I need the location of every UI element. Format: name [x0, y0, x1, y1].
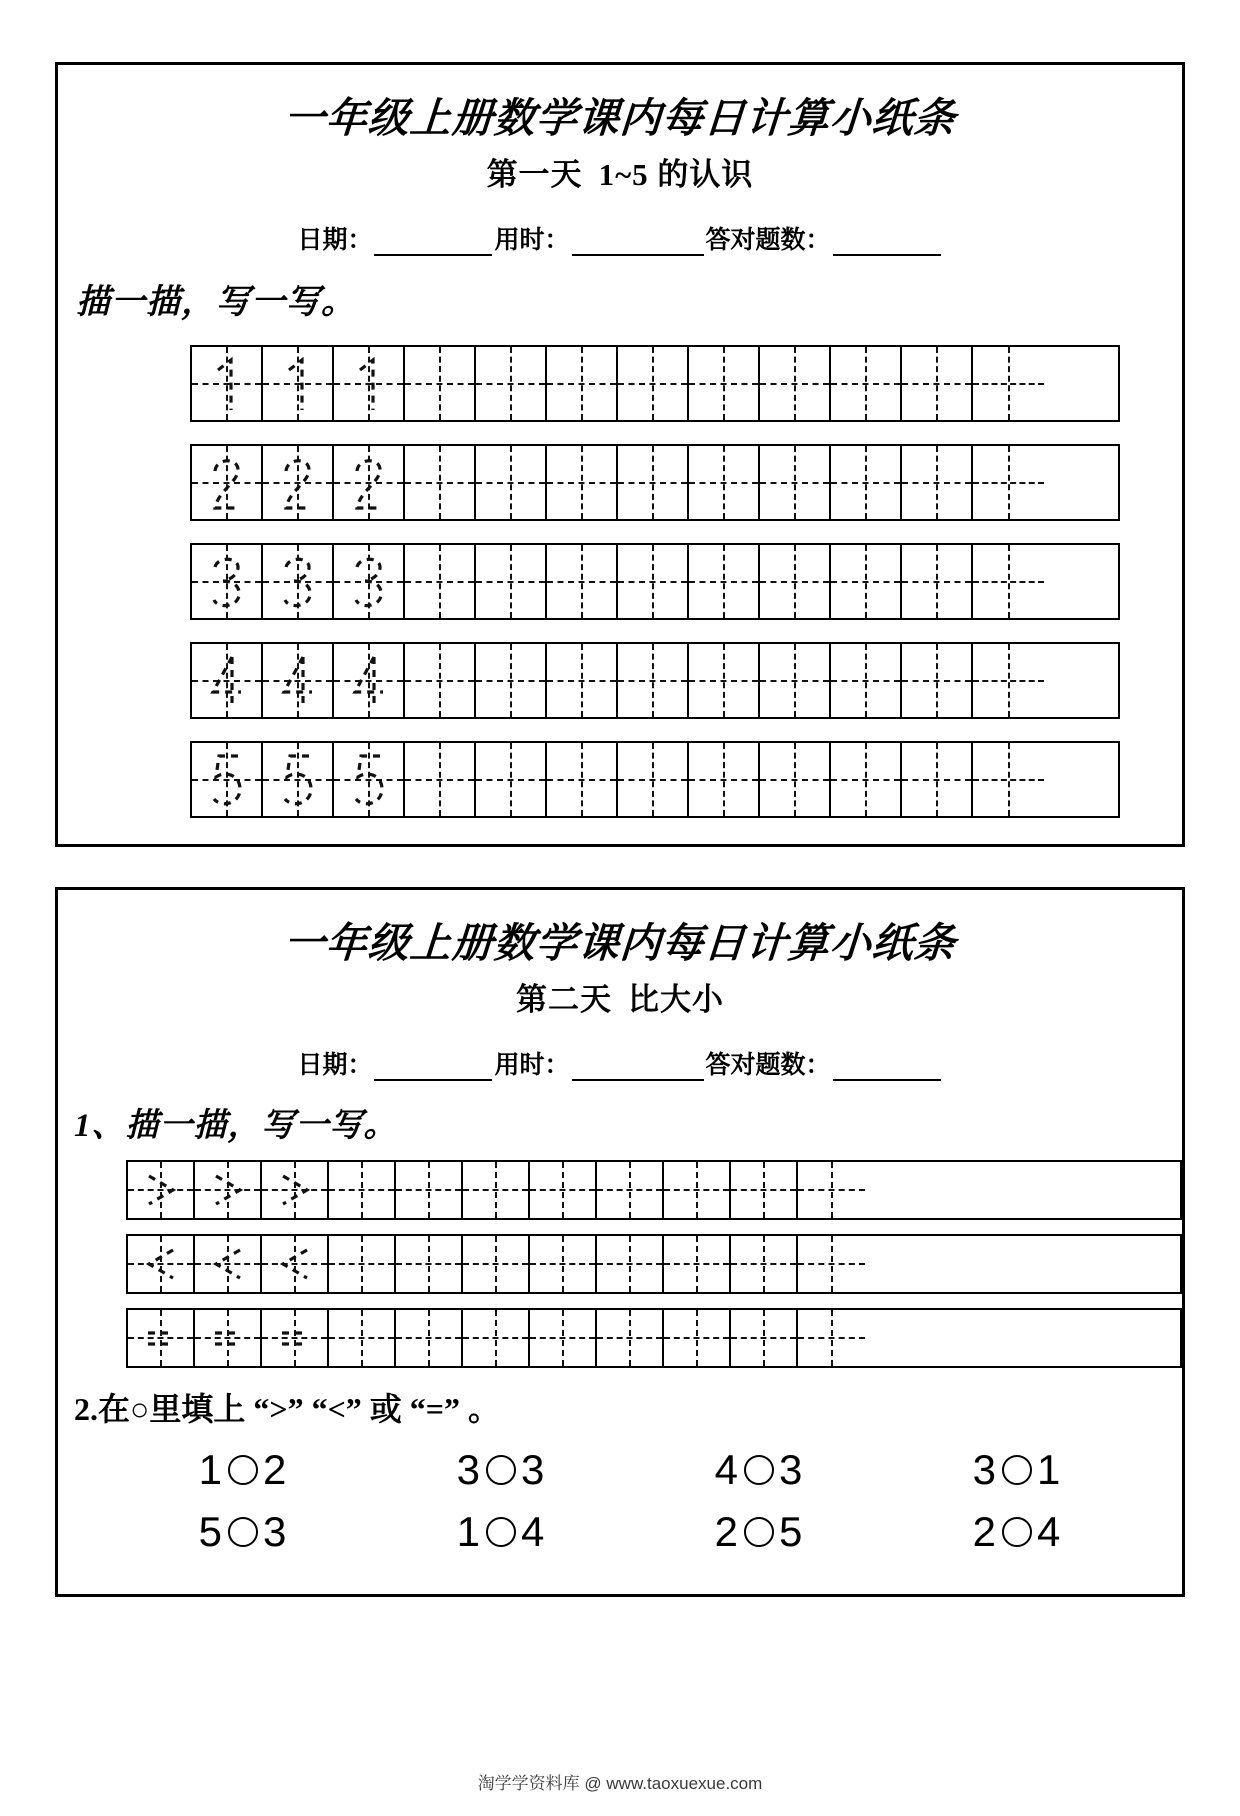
tracing-cell[interactable]	[334, 644, 405, 717]
answer-circle[interactable]	[744, 1455, 774, 1485]
comparison-problem	[684, 1446, 834, 1494]
tracing-cell[interactable]	[263, 446, 334, 519]
tracing-cell[interactable]	[760, 743, 831, 816]
score-label-one: 答对题数：	[705, 227, 831, 255]
tracing-cell[interactable]	[902, 545, 973, 618]
tracing-cell[interactable]	[547, 545, 618, 618]
traced-glyph-gt-icon	[128, 1162, 193, 1218]
comparison-problem	[942, 1446, 1092, 1494]
tracing-cell[interactable]	[689, 446, 760, 519]
meta-row-day-two	[58, 1045, 1182, 1081]
tracing-cell[interactable]	[902, 446, 973, 519]
traced-glyph-lt-icon	[128, 1236, 193, 1292]
tracing-grid-row[interactable]	[190, 444, 1120, 521]
tracing-cell[interactable]	[618, 347, 689, 420]
tracing-grid-row[interactable]	[126, 1160, 1182, 1220]
tracing-cell[interactable]	[262, 1310, 329, 1366]
answer-circle[interactable]	[1002, 1517, 1032, 1547]
tracing-cell[interactable]	[262, 1162, 329, 1218]
tracing-grid-group-one	[58, 345, 1182, 818]
tracing-cell[interactable]	[731, 1236, 798, 1292]
tracing-cell[interactable]	[618, 446, 689, 519]
operand-left: 2	[714, 1508, 739, 1556]
traced-glyph-2-icon	[334, 446, 403, 519]
day-label-two: 第二天	[516, 982, 612, 1018]
time-blank-two[interactable]	[572, 1061, 704, 1081]
operand-right: 4	[521, 1508, 546, 1556]
traced-glyph-3-icon	[263, 545, 332, 618]
tracing-cell[interactable]	[195, 1236, 262, 1292]
traced-glyph-1-icon	[334, 347, 403, 420]
time-label-two: 用时：	[494, 1052, 570, 1080]
worksheet-day-two	[55, 887, 1185, 1597]
tracing-cell[interactable]	[547, 644, 618, 717]
traced-glyph-lt-icon	[262, 1236, 327, 1292]
tracing-cell[interactable]	[664, 1310, 731, 1366]
problem-row	[114, 1446, 1146, 1494]
tracing-cell[interactable]	[128, 1310, 195, 1366]
operand-left: 1	[198, 1446, 223, 1494]
tracing-cell[interactable]	[530, 1236, 597, 1292]
comparison-problem	[426, 1508, 576, 1556]
tracing-cell[interactable]	[597, 1310, 664, 1366]
traced-glyph-eq-icon	[262, 1310, 327, 1366]
tracing-cell[interactable]	[334, 743, 405, 816]
comparison-problem	[168, 1446, 318, 1494]
traced-glyph-3-icon	[192, 545, 261, 618]
traced-glyph-4-icon	[263, 644, 332, 717]
tracing-cell[interactable]	[597, 1236, 664, 1292]
traced-glyph-gt-icon	[195, 1162, 260, 1218]
answer-circle[interactable]	[486, 1455, 516, 1485]
tracing-cell[interactable]	[831, 347, 902, 420]
tracing-cell[interactable]	[195, 1310, 262, 1366]
tracing-cell[interactable]	[798, 1310, 865, 1366]
operand-right: 3	[263, 1508, 288, 1556]
tracing-cell[interactable]	[973, 743, 1044, 816]
tracing-cell[interactable]	[547, 743, 618, 816]
tracing-cell[interactable]	[689, 545, 760, 618]
tracing-cell[interactable]	[396, 1162, 463, 1218]
traced-glyph-5-icon	[263, 743, 332, 816]
tracing-cell[interactable]	[831, 644, 902, 717]
meta-time-one	[494, 220, 705, 256]
tracing-cell[interactable]	[530, 1310, 597, 1366]
answer-circle[interactable]	[228, 1517, 258, 1547]
tracing-cell[interactable]	[192, 743, 263, 816]
time-label-one: 用时：	[494, 227, 570, 255]
answer-circle[interactable]	[1002, 1455, 1032, 1485]
tracing-cell[interactable]	[689, 743, 760, 816]
meta-score-two	[706, 1045, 943, 1081]
tracing-cell[interactable]	[798, 1162, 865, 1218]
score-blank-two[interactable]	[833, 1061, 941, 1081]
tracing-cell[interactable]	[329, 1236, 396, 1292]
tracing-cell[interactable]	[618, 644, 689, 717]
operand-right: 4	[1037, 1508, 1062, 1556]
tracing-cell[interactable]	[618, 545, 689, 618]
operand-right: 3	[779, 1446, 804, 1494]
tracing-grid-row[interactable]	[190, 741, 1120, 818]
tracing-cell[interactable]	[128, 1162, 195, 1218]
tracing-cell[interactable]	[195, 1162, 262, 1218]
problem-row	[114, 1508, 1146, 1556]
tracing-cell[interactable]	[618, 743, 689, 816]
tracing-cell[interactable]	[664, 1236, 731, 1292]
traced-glyph-5-icon	[334, 743, 403, 816]
operand-left: 5	[198, 1508, 223, 1556]
tracing-cell[interactable]	[405, 743, 476, 816]
worksheet-page	[0, 62, 1240, 1816]
tracing-cell[interactable]	[731, 1162, 798, 1218]
score-label-two: 答对题数：	[705, 1052, 831, 1080]
section-heading-trace-one: 描一描，写一写。	[76, 284, 356, 322]
tracing-cell[interactable]	[760, 644, 831, 717]
traced-glyph-eq-icon	[128, 1310, 193, 1366]
tracing-cell[interactable]	[689, 644, 760, 717]
operand-right: 1	[1037, 1446, 1062, 1494]
tracing-cell[interactable]	[902, 743, 973, 816]
tracing-cell[interactable]	[192, 446, 263, 519]
tracing-cell[interactable]	[476, 545, 547, 618]
tracing-cell[interactable]	[334, 446, 405, 519]
tracing-cell[interactable]	[329, 1162, 396, 1218]
comparison-problem	[426, 1446, 576, 1494]
worksheet-day-one	[55, 62, 1185, 847]
meta-date-one	[297, 220, 494, 256]
tracing-cell[interactable]	[262, 1236, 329, 1292]
tracing-grid-wrapper	[58, 1160, 1182, 1220]
subtitle-day-two	[58, 974, 1182, 1019]
meta-time-two	[494, 1045, 705, 1081]
tracing-cell[interactable]	[405, 347, 476, 420]
tracing-cell[interactable]	[973, 545, 1044, 618]
operand-left: 3	[972, 1446, 997, 1494]
tracing-cell[interactable]	[476, 446, 547, 519]
traced-glyph-lt-icon	[195, 1236, 260, 1292]
meta-row-day-one	[58, 220, 1182, 256]
section-heading-compare: 2.在○里填上 “>” “<” 或 “=” 。	[74, 1391, 501, 1428]
section-heading-trace-two: 1、描一描，写一写。	[74, 1108, 398, 1145]
tracing-cell[interactable]	[405, 545, 476, 618]
tracing-cell[interactable]	[597, 1162, 664, 1218]
tracing-grid-wrapper	[58, 642, 1182, 719]
operand-left: 2	[972, 1508, 997, 1556]
tracing-grid-group-two	[58, 1160, 1182, 1368]
traced-glyph-1-icon	[192, 347, 261, 420]
tracing-cell[interactable]	[263, 644, 334, 717]
tracing-cell[interactable]	[463, 1162, 530, 1218]
tracing-grid-wrapper	[58, 741, 1182, 818]
date-label-one: 日期：	[297, 227, 373, 255]
page-title-day-one: 一年级上册数学课内每日计算小纸条	[282, 95, 958, 141]
date-label-two: 日期：	[297, 1052, 373, 1080]
page-title-day-two: 一年级上册数学课内每日计算小纸条	[282, 920, 958, 967]
tracing-cell[interactable]	[476, 743, 547, 816]
traced-glyph-5-icon	[192, 743, 261, 816]
tracing-cell[interactable]	[973, 644, 1044, 717]
tracing-cell[interactable]	[760, 446, 831, 519]
tracing-cell[interactable]	[831, 545, 902, 618]
tracing-cell[interactable]	[547, 446, 618, 519]
time-blank-one[interactable]	[572, 236, 704, 256]
tracing-cell[interactable]	[396, 1310, 463, 1366]
answer-circle[interactable]	[228, 1455, 258, 1485]
comparison-problems	[58, 1446, 1182, 1556]
tracing-grid-row[interactable]	[190, 345, 1120, 422]
topic-label-one: 1~5 的认识	[598, 157, 754, 193]
date-blank-two[interactable]	[374, 1061, 492, 1081]
traced-glyph-2-icon	[263, 446, 332, 519]
tracing-cell[interactable]	[405, 644, 476, 717]
tracing-cell[interactable]	[689, 347, 760, 420]
traced-glyph-4-icon	[334, 644, 403, 717]
tracing-cell[interactable]	[263, 545, 334, 618]
tracing-cell[interactable]	[547, 347, 618, 420]
tracing-cell[interactable]	[128, 1236, 195, 1292]
tracing-cell[interactable]	[463, 1236, 530, 1292]
tracing-cell[interactable]	[192, 347, 263, 420]
tracing-grid-wrapper	[58, 444, 1182, 521]
tracing-cell[interactable]	[902, 644, 973, 717]
comparison-problem	[942, 1508, 1092, 1556]
operand-left: 4	[714, 1446, 739, 1494]
traced-glyph-gt-icon	[262, 1162, 327, 1218]
tracing-cell[interactable]	[476, 347, 547, 420]
tracing-cell[interactable]	[760, 545, 831, 618]
tracing-cell[interactable]	[476, 644, 547, 717]
tracing-cell[interactable]	[973, 347, 1044, 420]
tracing-cell[interactable]	[329, 1310, 396, 1366]
footer-watermark: 淘学学资料库 @ www.taoxuexue.com	[477, 1774, 763, 1793]
answer-circle[interactable]	[486, 1517, 516, 1547]
comparison-problem	[684, 1508, 834, 1556]
meta-score-one	[706, 220, 943, 256]
operand-right: 3	[521, 1446, 546, 1494]
tracing-cell[interactable]	[760, 347, 831, 420]
tracing-grid-wrapper	[58, 1308, 1182, 1368]
tracing-grid-row[interactable]	[126, 1308, 1182, 1368]
operand-right: 2	[263, 1446, 288, 1494]
traced-glyph-3-icon	[334, 545, 403, 618]
subtitle-day-one	[58, 149, 1182, 194]
operand-right: 5	[779, 1508, 804, 1556]
tracing-cell[interactable]	[731, 1310, 798, 1366]
tracing-cell[interactable]	[263, 743, 334, 816]
comparison-problem	[168, 1508, 318, 1556]
tracing-cell[interactable]	[334, 347, 405, 420]
tracing-cell[interactable]	[263, 347, 334, 420]
answer-circle[interactable]	[744, 1517, 774, 1547]
tracing-cell[interactable]	[973, 446, 1044, 519]
operand-left: 1	[456, 1508, 481, 1556]
tracing-grid-wrapper	[58, 1234, 1182, 1294]
traced-glyph-2-icon	[192, 446, 261, 519]
tracing-cell[interactable]	[831, 446, 902, 519]
tracing-cell[interactable]	[902, 347, 973, 420]
tracing-cell[interactable]	[463, 1310, 530, 1366]
day-label-one: 第一天	[486, 157, 583, 193]
operand-left: 3	[456, 1446, 481, 1494]
tracing-cell[interactable]	[334, 545, 405, 618]
tracing-cell[interactable]	[798, 1236, 865, 1292]
tracing-cell[interactable]	[192, 644, 263, 717]
traced-glyph-eq-icon	[195, 1310, 260, 1366]
traced-glyph-1-icon	[263, 347, 332, 420]
date-blank-one[interactable]	[374, 236, 492, 256]
tracing-cell[interactable]	[405, 446, 476, 519]
tracing-cell[interactable]	[192, 545, 263, 618]
tracing-grid-row[interactable]	[190, 642, 1120, 719]
score-blank-one[interactable]	[833, 236, 941, 256]
tracing-cell[interactable]	[831, 743, 902, 816]
tracing-grid-wrapper	[58, 543, 1182, 620]
meta-date-two	[297, 1045, 494, 1081]
tracing-grid-row[interactable]	[190, 543, 1120, 620]
traced-glyph-4-icon	[192, 644, 261, 717]
topic-label-two: 比大小	[628, 982, 724, 1018]
tracing-cell[interactable]	[396, 1236, 463, 1292]
tracing-cell[interactable]	[530, 1162, 597, 1218]
tracing-cell[interactable]	[664, 1162, 731, 1218]
tracing-grid-row[interactable]	[126, 1234, 1182, 1294]
tracing-grid-wrapper	[58, 345, 1182, 422]
